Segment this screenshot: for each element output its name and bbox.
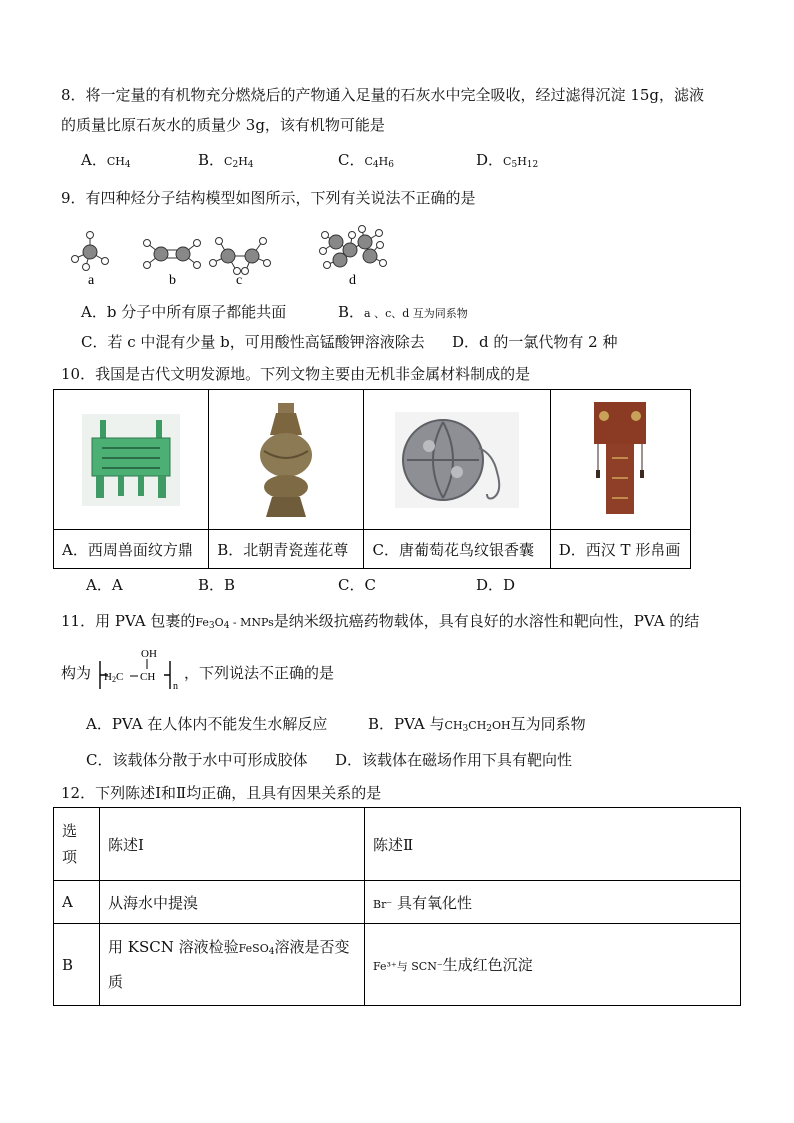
row-a-statement-2: Br⁻ 具有氧化性 xyxy=(365,881,741,924)
row-a-statement-1: 从海水中提溴 xyxy=(100,881,365,924)
q9-stem: 9．有四种烃分子结构模型如图所示，下列有关说法不正确的是 xyxy=(61,189,476,207)
celadon-zun-image xyxy=(254,401,318,519)
model-a xyxy=(72,232,109,271)
q8-line2: 的质量比原石灰水的质量少 3g，该有机物可能是 xyxy=(61,116,385,134)
model-label-b: b xyxy=(169,273,176,288)
pva-structure-formula xyxy=(94,645,182,693)
relic-image-a xyxy=(54,390,209,530)
relics-table xyxy=(53,389,691,569)
statements-table xyxy=(53,807,741,1006)
t-shaped-silk-painting-image xyxy=(592,398,648,522)
row-option-b: B xyxy=(54,924,100,1006)
q11-option-a[interactable]: A．PVA 在人体内不能发生水解反应 xyxy=(86,715,328,733)
row-b-statement-2: Fe³⁺与 SCN⁻生成红色沉淀 xyxy=(365,924,741,1006)
q10-option-d[interactable]: D．D xyxy=(476,576,516,594)
bronze-ding-image xyxy=(82,414,180,506)
q10-option-c[interactable]: C．C xyxy=(338,576,376,594)
model-label-a: a xyxy=(88,273,95,288)
relic-caption-d: D．西汉 T 形帛画 xyxy=(550,530,690,569)
svg-text:OH: OH xyxy=(141,648,157,660)
q11-option-d[interactable]: D．该载体在磁场作用下具有靶向性 xyxy=(335,751,573,769)
model-b xyxy=(144,240,201,269)
silver-sachet-image xyxy=(395,412,519,508)
relic-caption-b: B．北朝青瓷莲花尊 xyxy=(209,530,364,569)
table-row xyxy=(54,881,741,924)
relic-image-c xyxy=(364,390,550,530)
model-label-c: c xyxy=(236,273,243,288)
q9-option-b[interactable]: B．a 、c、d 互为同系物 xyxy=(338,303,468,321)
q12-stem: 12．下列陈述Ⅰ和Ⅱ均正确，且具有因果关系的是 xyxy=(61,784,382,802)
header-option: 选 项 xyxy=(54,808,100,881)
svg-text:n: n xyxy=(173,681,178,692)
q9-option-a[interactable]: A．b 分子中所有原子都能共面 xyxy=(81,303,287,321)
relic-caption-c: C．唐葡萄花鸟纹银香囊 xyxy=(364,530,550,569)
q11-line1: 11．用 PVA 包裹的$Fe_3O_4$ - MNPs是纳米级抗癌药物载体，具有良好的水溶性和靶向性，PVA 的结 xyxy=(61,612,700,631)
header-statement-2: 陈述Ⅱ xyxy=(365,808,741,881)
q11-option-b[interactable]: B．PVA 与$CH_3CH_2OH$互为同系物 xyxy=(368,715,586,734)
header-statement-1: 陈述Ⅰ xyxy=(100,808,365,881)
q10-option-b[interactable]: B．B xyxy=(198,576,236,594)
relic-image-d xyxy=(550,390,690,530)
q8-line1: 8．将一定量的有机物充分燃烧后的产物通入足量的石灰水中完全吸收，经过滤得沉淀 15g，滤液 xyxy=(61,86,705,104)
relic-image-b xyxy=(209,390,364,530)
row-option-a: A xyxy=(54,881,100,924)
row-b-statement-1: 用 KSCN 溶液检验FeSO$_4$溶液是否变 质 xyxy=(100,924,365,1006)
q8-option-a[interactable]: A．$CH_4$ xyxy=(81,151,131,170)
svg-text:H2C: H2C xyxy=(104,671,124,684)
q11-line2-post: ，下列说法不正确的是 xyxy=(184,664,335,682)
q10-option-a[interactable]: A．A xyxy=(86,576,123,594)
q9-option-c[interactable]: C．若 c 中混有少量 b，可用酸性高锰酸钾溶液除去 xyxy=(81,333,425,351)
molecule-models-figure xyxy=(60,222,400,288)
relic-caption-a: A．西周兽面纹方鼎 xyxy=(54,530,209,569)
q10-stem: 10．我国是古代文明发源地。下列文物主要由无机非金属材料制成的是 xyxy=(61,365,531,383)
q9-option-d[interactable]: D．d 的一氯代物有 2 种 xyxy=(452,333,618,351)
q8-option-d[interactable]: D．$C_5H_{12}$ xyxy=(476,151,539,170)
table-row xyxy=(54,924,741,1006)
svg-text:CH: CH xyxy=(140,671,156,683)
q8-option-b[interactable]: B．$C_2H_4$ xyxy=(198,151,254,170)
q11-option-c[interactable]: C．该载体分散于水中可形成胶体 xyxy=(86,751,308,769)
q8-option-c[interactable]: C．$C_4H_6$ xyxy=(338,151,394,170)
model-d xyxy=(320,226,387,269)
q11-line2-pre: 构为 xyxy=(61,664,92,682)
model-c xyxy=(210,238,271,275)
model-label-d: d xyxy=(349,273,356,288)
